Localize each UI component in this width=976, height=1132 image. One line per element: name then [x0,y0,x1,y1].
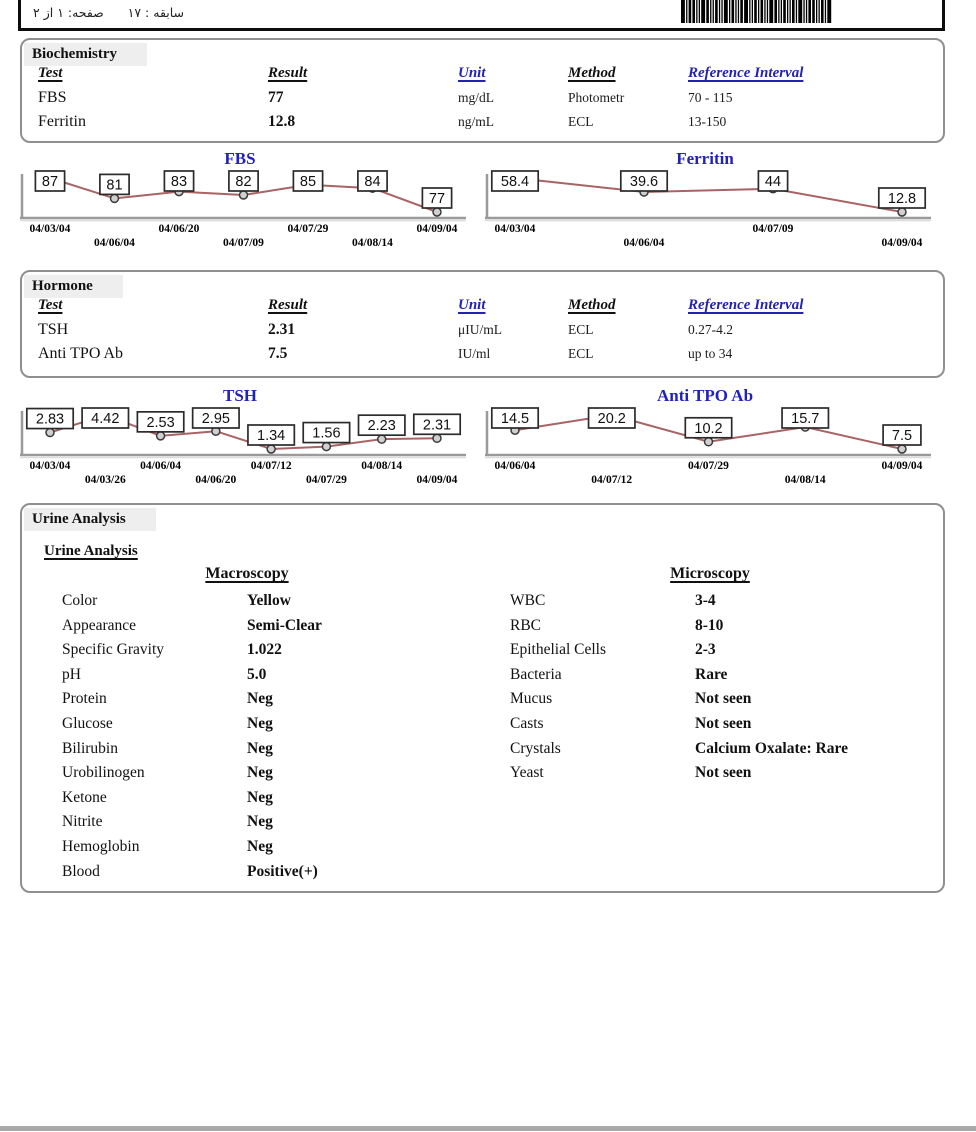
urine-test-label: WBC [510,592,546,609]
macroscopy-row [52,740,442,765]
svg-text:04/08/14: 04/08/14 [352,237,393,249]
section-title-urine-analysis: Urine Analysis [24,508,156,531]
microscopy-row [500,666,920,691]
test-unit: ng/mL [458,114,494,129]
test-name: Anti TPO Ab [38,345,124,362]
panel-hormone [20,270,945,378]
svg-text:12.8: 12.8 [887,191,917,207]
macroscopy-row [52,764,442,789]
urine-test-value: Neg [247,764,273,782]
macroscopy-column [52,565,442,887]
test-unit: mg/dL [458,90,494,105]
section-title-biochemistry: Biochemistry [24,43,147,66]
urine-test-label: RBC [510,616,542,634]
column-header-unit: Unit [458,65,486,81]
macroscopy-header: Macroscopy [205,565,289,582]
urine-test-value: Not seen [695,690,752,708]
svg-text:04/03/26: 04/03/26 [84,474,126,486]
column-header-result: Result [268,65,308,81]
column-header-reference: Reference Interval [688,65,804,81]
svg-text:04/07/12: 04/07/12 [250,460,292,472]
table-row-fbs [38,89,935,113]
svg-text:04/06/20: 04/06/20 [158,223,200,235]
svg-text:10.2: 10.2 [694,420,723,437]
microscopy-row [500,617,920,642]
urine-test-label: Appearance [62,616,137,634]
svg-text:82: 82 [235,174,252,190]
tsh-trend-chart [10,386,470,496]
page-bottom-bar [0,1126,976,1131]
column-header-result: Result [268,297,308,313]
test-result: 7.5 [268,345,288,362]
test-result: 12.8 [268,113,296,130]
fbs-trend-chart [10,149,470,259]
svg-text:04/03/04: 04/03/04 [29,223,71,235]
svg-text:7.5: 7.5 [891,428,913,444]
svg-text:15.7: 15.7 [791,411,820,427]
urine-test-label: Glucose [62,714,113,732]
urine-test-value: Neg [247,739,273,757]
urine-test-value: 5.0 [247,665,267,683]
chart-title-anti-tpo: Anti TPO Ab [656,386,754,405]
chart-title-fbs: FBS [224,149,256,168]
urine-test-label: Epithelial Cells [510,641,606,659]
svg-text:2.83: 2.83 [35,411,65,428]
test-name: FBS [38,89,67,106]
macroscopy-row [52,789,442,814]
test-name: TSH [38,321,69,338]
test-result: 2.31 [268,321,296,338]
test-name: Ferritin [38,113,86,130]
microscopy-row [500,592,920,617]
svg-text:84: 84 [364,174,381,190]
urine-test-value: Neg [247,837,273,855]
svg-text:04/07/29: 04/07/29 [287,223,329,235]
svg-text:04/06/04: 04/06/04 [494,460,536,472]
test-method: Photometr [568,90,625,105]
svg-text:04/08/14: 04/08/14 [784,474,826,486]
urine-test-label: Specific Gravity [62,641,165,659]
barcode [681,0,833,23]
test-method: ECL [568,346,594,361]
microscopy-header: Microscopy [670,565,750,582]
microscopy-row [500,715,920,740]
urine-test-label: Blood [62,862,100,880]
urine-test-value: Semi-Clear [247,616,322,634]
urine-test-value: Positive(+) [247,862,318,880]
page-header-box [18,0,945,31]
svg-text:04/07/09: 04/07/09 [752,223,794,235]
svg-text:1.34: 1.34 [257,428,286,444]
table-row-anti-tpo [38,345,935,369]
urine-test-value: Neg [247,714,273,732]
svg-text:04/09/04: 04/09/04 [416,223,458,235]
svg-text:04/03/04: 04/03/04 [494,223,536,235]
test-unit: μIU/mL [458,322,502,337]
chart-title-ferritin: Ferritin [676,149,734,168]
ferritin-trend-chart [475,149,935,259]
trend-chart-canvas [10,170,470,254]
macroscopy-row [52,863,442,888]
urine-test-label: Bacteria [510,665,562,683]
macroscopy-row [52,715,442,740]
svg-text:04/06/04: 04/06/04 [623,237,665,249]
urine-test-label: Urobilinogen [62,764,145,782]
svg-text:58.4: 58.4 [500,174,530,190]
trend-charts-row-1 [0,149,976,259]
urine-test-label: Ketone [62,788,107,806]
test-result: 77 [268,89,284,106]
trend-charts-row-2 [0,386,976,496]
svg-text:14.5: 14.5 [500,411,530,427]
macroscopy-row [52,838,442,863]
urine-test-value: Neg [247,788,273,806]
column-header-method: Method [568,65,616,81]
urine-test-label: Nitrite [62,813,103,831]
table-row-ferritin [38,113,935,137]
column-header-method: Method [568,297,616,313]
microscopy-row [500,740,920,765]
svg-text:04/06/04: 04/06/04 [94,237,135,249]
record-meta-rtl: سابقه : ۱۷ صفحه: ۱ از ۲ [33,5,185,20]
trend-chart-canvas [10,407,470,491]
column-header-test: Test [38,65,63,81]
macroscopy-rows [52,592,442,887]
svg-text:1.56: 1.56 [312,425,341,442]
microscopy-row [500,764,920,789]
svg-text:20.2: 20.2 [597,411,626,427]
svg-text:87: 87 [41,174,59,190]
urine-test-label: Color [62,592,98,609]
test-reference: up to 34 [688,346,733,361]
svg-text:4.42: 4.42 [91,411,120,427]
column-header-test: Test [38,297,63,313]
hormone-table [38,297,935,369]
svg-text:2.31: 2.31 [422,417,452,434]
urine-test-label: Casts [510,714,544,732]
urine-test-label: Mucus [510,690,553,708]
urine-test-value: Rare [695,665,728,683]
macroscopy-row [52,690,442,715]
urine-test-label: Bilirubin [62,739,118,757]
macroscopy-row [52,617,442,642]
macroscopy-row [52,666,442,691]
urine-test-value: Neg [247,690,273,708]
svg-text:2.23: 2.23 [367,418,396,435]
svg-text:04/09/04: 04/09/04 [881,460,923,472]
urine-test-value: 8-10 [695,616,724,634]
test-method: ECL [568,114,594,129]
panel-urine-analysis [20,503,945,893]
section-title-hormone: Hormone [24,275,123,298]
microscopy-rows [500,592,920,789]
svg-text:04/08/14: 04/08/14 [361,460,403,472]
svg-text:2.53: 2.53 [146,414,175,431]
test-reference: 70 - 115 [688,90,733,105]
urine-test-value: 3-4 [695,592,716,609]
urine-test-label: Crystals [510,739,561,757]
svg-text:85: 85 [299,174,317,190]
svg-text:04/06/20: 04/06/20 [195,474,237,486]
panel-biochemistry [20,38,945,143]
svg-text:04/09/04: 04/09/04 [881,237,923,249]
svg-text:83: 83 [170,174,188,190]
svg-text:04/06/04: 04/06/04 [140,460,182,472]
microscopy-column [500,565,920,789]
urine-test-label: pH [62,665,81,683]
macroscopy-row [52,813,442,838]
urine-test-value: Not seen [695,714,752,732]
test-reference: 13-150 [688,114,727,129]
macroscopy-row [52,592,442,617]
urine-test-label: Protein [62,690,107,708]
urine-test-value: Not seen [695,764,752,782]
trend-chart-canvas [475,407,935,491]
svg-text:81: 81 [106,177,123,194]
macroscopy-row [52,641,442,666]
table-header-row [38,297,935,321]
urine-test-value: 1.022 [247,641,282,659]
chart-title-tsh: TSH [222,386,258,405]
column-header-unit: Unit [458,297,486,313]
microscopy-row [500,690,920,715]
column-header-reference: Reference Interval [688,297,804,313]
urine-test-label: Yeast [510,764,544,782]
test-method: ECL [568,322,594,337]
table-header-row [38,65,935,89]
table-row-tsh [38,321,935,345]
biochemistry-table [38,65,935,137]
svg-text:2.95: 2.95 [201,411,230,427]
svg-text:04/07/29: 04/07/29 [688,460,729,472]
urine-test-label: Hemoglobin [62,837,140,855]
svg-text:04/03/04: 04/03/04 [29,460,71,472]
anti-tpo-trend-chart [475,386,935,496]
urine-test-value: Yellow [247,592,291,609]
urine-test-value: Calcium Oxalate: Rare [695,739,848,757]
test-reference: 0.27-4.2 [688,322,733,337]
microscopy-row [500,641,920,666]
svg-text:04/09/04: 04/09/04 [416,474,458,486]
urine-subtitle: Urine Analysis [44,543,138,559]
svg-text:44: 44 [764,174,782,190]
svg-text:77: 77 [428,191,446,207]
svg-text:04/07/29: 04/07/29 [305,474,347,486]
test-unit: IU/ml [458,346,491,361]
trend-chart-canvas [475,170,935,254]
svg-text:04/07/09: 04/07/09 [223,237,264,249]
svg-text:39.6: 39.6 [629,174,659,190]
svg-text:04/07/12: 04/07/12 [591,474,633,486]
urine-test-value: 2-3 [695,641,716,659]
urine-test-value: Neg [247,813,273,831]
